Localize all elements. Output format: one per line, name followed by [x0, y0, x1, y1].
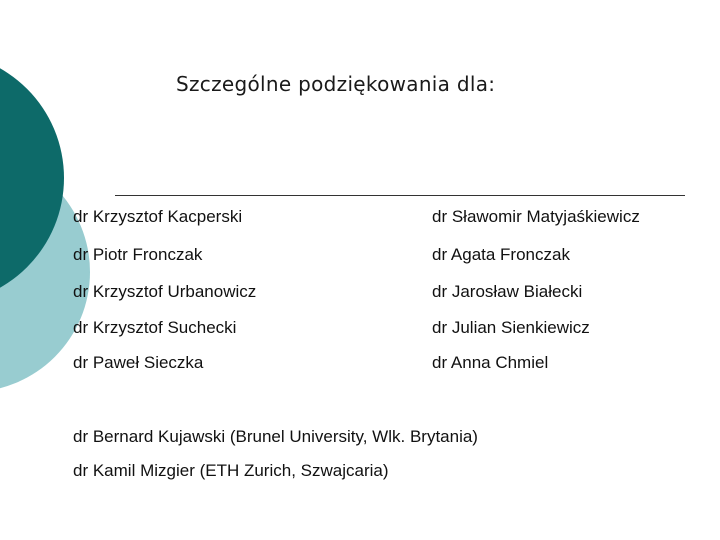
external-name-2: dr Kamil Mizgier (ETH Zurich, Szwajcaria) — [73, 461, 389, 480]
left-name-2: dr Piotr Fronczak — [73, 245, 203, 264]
right-name-2: dr Agata Fronczak — [432, 245, 570, 264]
external-name-1: dr Bernard Kujawski (Brunel University, Wlk. Brytania) — [73, 427, 478, 446]
left-name-5: dr Paweł Sieczka — [73, 353, 204, 372]
left-name-3: dr Krzysztof Urbanowicz — [73, 282, 257, 301]
slide-title: Szczególne podziękowania dla: — [176, 72, 496, 96]
right-name-5: dr Anna Chmiel — [432, 353, 549, 372]
right-name-4: dr Julian Sienkiewicz — [432, 318, 590, 337]
title-divider — [115, 195, 685, 196]
left-name-1: dr Krzysztof Kacperski — [73, 207, 243, 226]
left-name-4: dr Krzysztof Suchecki — [73, 318, 237, 337]
right-name-1: dr Sławomir Matyjaśkiewicz — [432, 207, 640, 226]
right-name-3: dr Jarosław Białecki — [432, 282, 583, 301]
